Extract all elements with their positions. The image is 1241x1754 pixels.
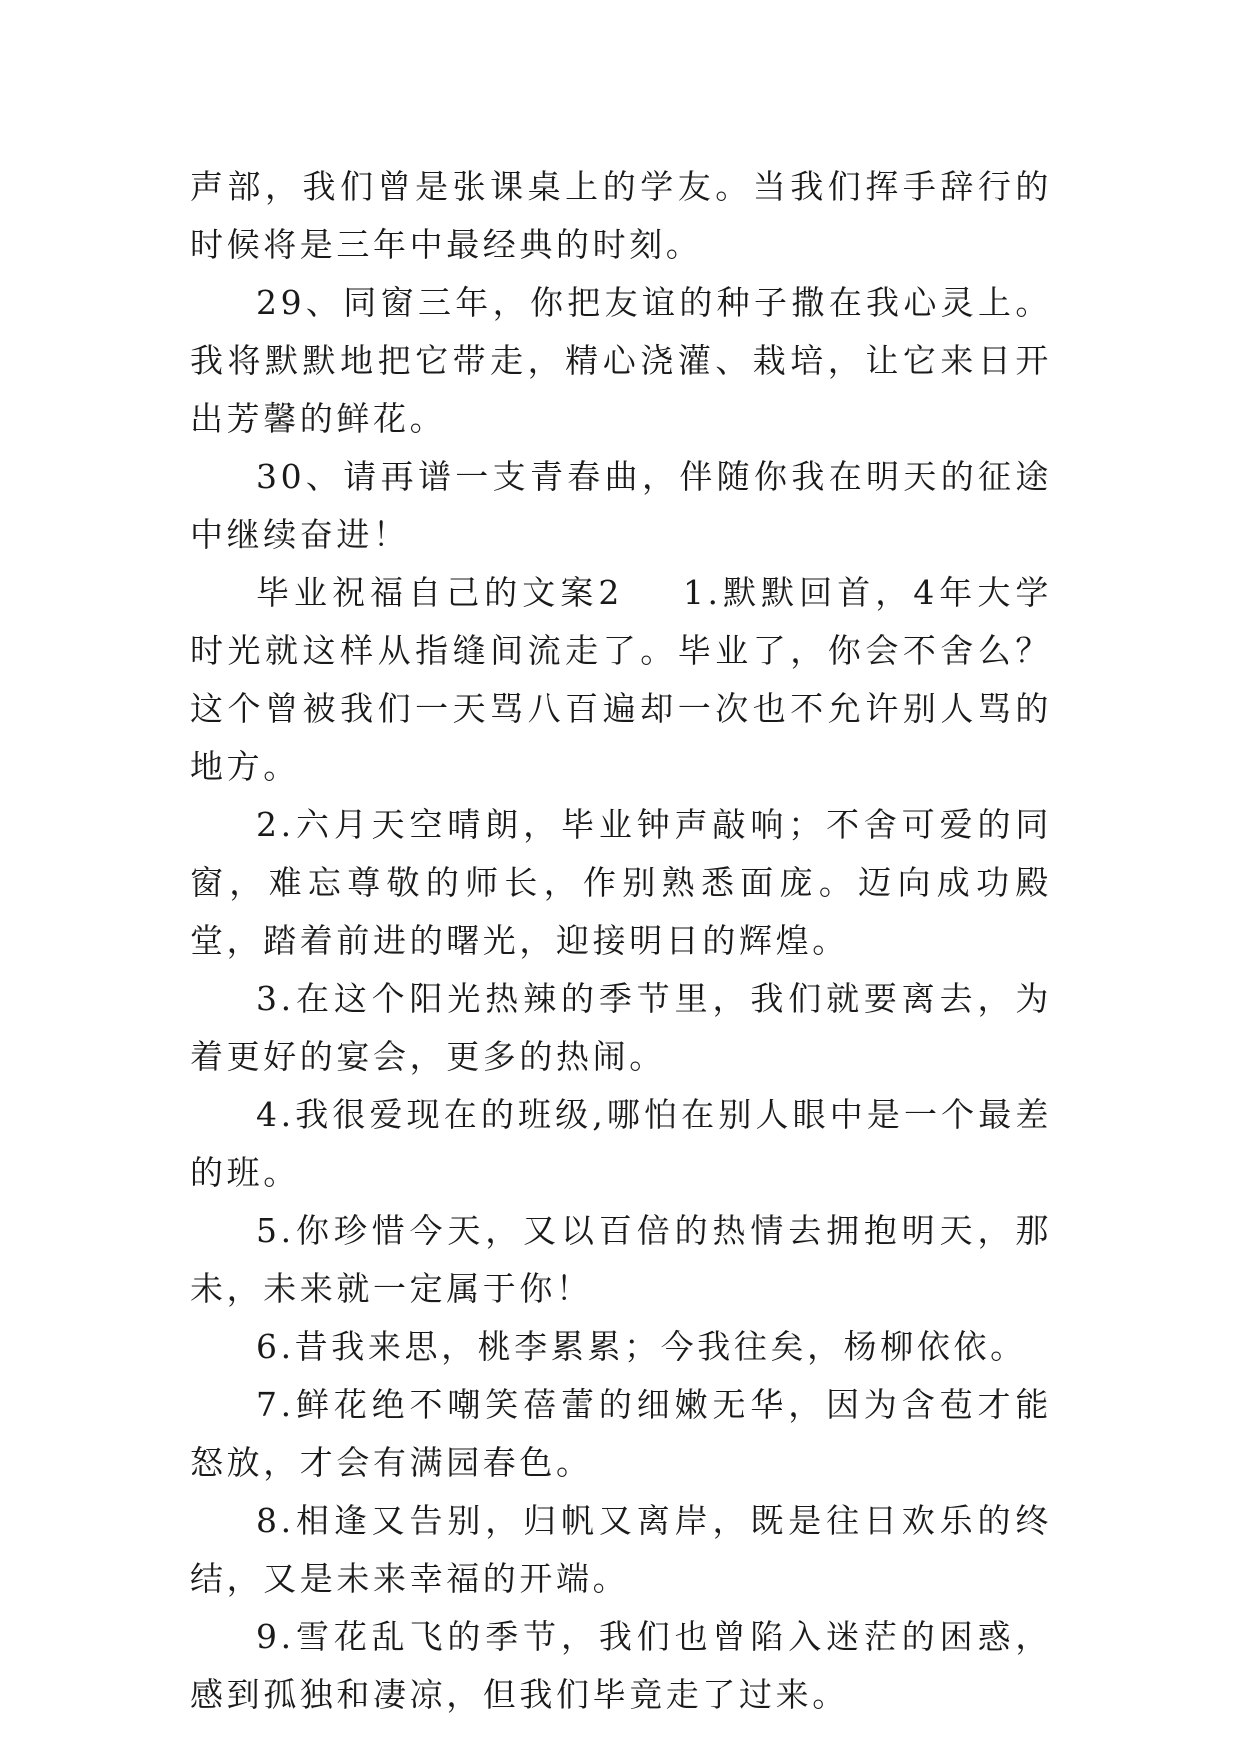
list-item-8: 8.相逢又告别，归帆又离岸，既是往日欢乐的终结，又是未来幸福的开端。 — [190, 1501, 1052, 1598]
paragraph-item-29: 29、同窗三年，你把友谊的种子撒在我心灵上。我将默默地把它带走，精心浇灌、栽培，让它来日开出芳馨的鲜花。 — [190, 283, 1052, 438]
list-item-1: 1.默默回首，4年大学时光就这样从指缝间流走了。毕业了，你会不舍么？这个曾被我们一天骂八百遍却一次也不允许别人骂的地方。 — [190, 573, 1052, 786]
document-body — [190, 158, 1052, 1724]
paragraph-continued: 声部，我们曾是张课桌上的学友。当我们挥手辞行的时候将是三年中最经典的时刻。 — [190, 167, 1052, 264]
list-item-7: 7.鲜花绝不嘲笑蓓蕾的细嫩无华，因为含苞才能怒放，才会有满园春色。 — [190, 1385, 1052, 1482]
list-item-4: 4.我很爱现在的班级,哪怕在别人眼中是一个最差的班。 — [190, 1095, 1052, 1192]
paragraph-item-30: 30、请再谱一支青春曲，伴随你我在明天的征途中继续奋进！ — [190, 457, 1052, 554]
list-item-5: 5.你珍惜今天，又以百倍的热情去拥抱明天，那未，未来就一定属于你！ — [190, 1211, 1052, 1308]
list-item-6: 6.昔我来思，桃李累累；今我往矣，杨柳依依。 — [256, 1327, 1027, 1366]
list-item-9: 9.雪花乱飞的季节，我们也曾陷入迷茫的困惑，感到孤独和凄凉，但我们毕竟走了过来。 — [190, 1617, 1052, 1714]
section-title: 毕业祝福自己的文案2 — [256, 573, 623, 612]
section-paragraph — [190, 564, 1052, 796]
list-item-2: 2.六月天空晴朗，毕业钟声敲响；不舍可爱的同窗，难忘尊敬的师长，作别熟悉面庞。迈向成功殿堂，踏着前进的曙光，迎接明日的辉煌。 — [190, 805, 1052, 960]
list-item-3: 3.在这个阳光热辣的季节里，我们就要离去，为着更好的宴会，更多的热闹。 — [190, 979, 1052, 1076]
